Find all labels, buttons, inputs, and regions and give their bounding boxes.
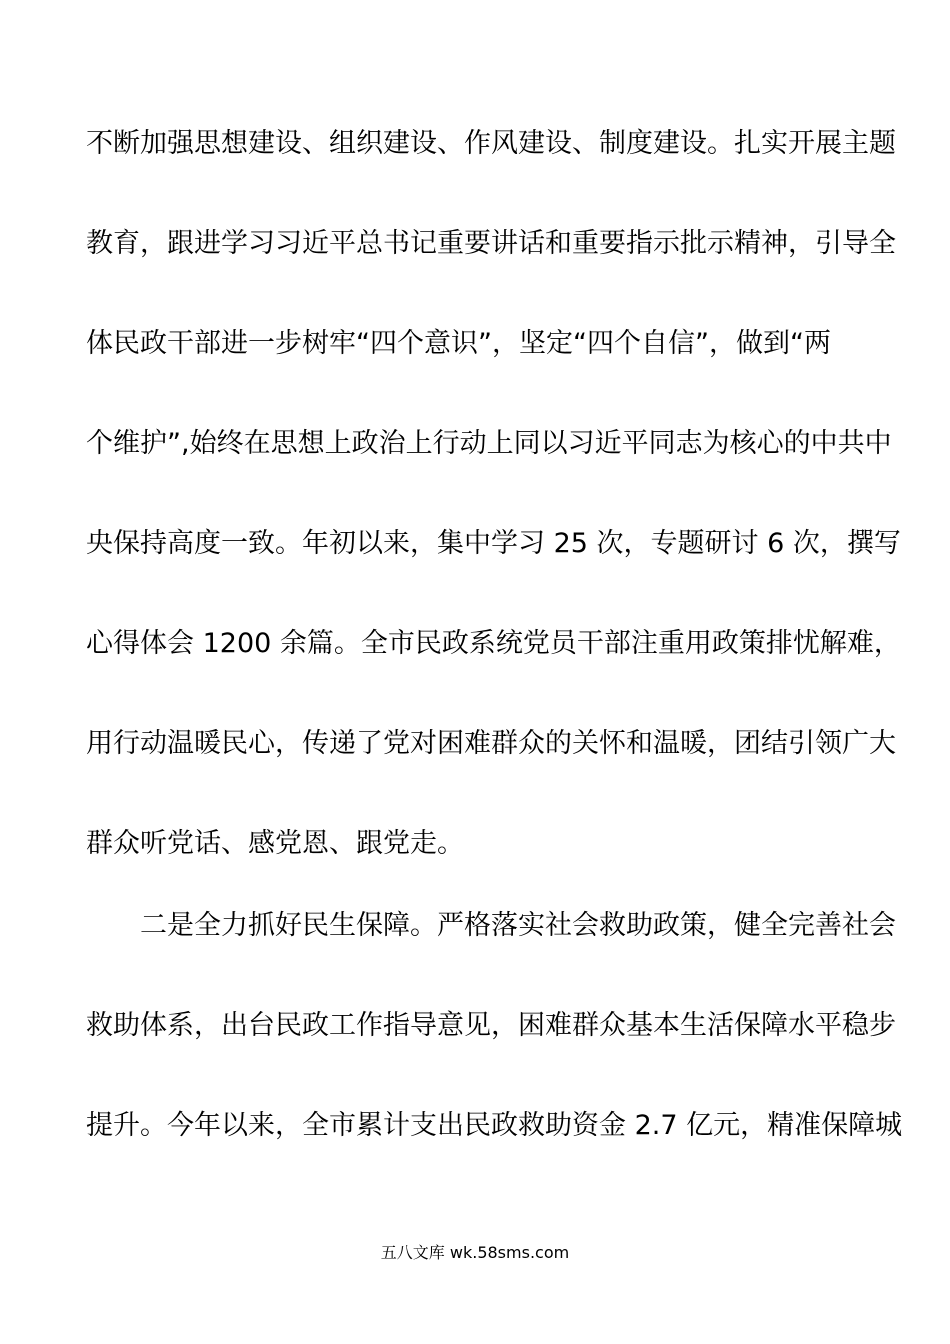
body-text-line: 央保持高度一致。年初以来，集中学习 25 次，专题研讨 6 次，撰写: [86, 528, 901, 559]
body-text-line: 教育，跟进学习习近平总书记重要讲话和重要指示批示精神，引导全: [86, 228, 896, 259]
body-text-line: 心得体会 1200 余篇。全市民政系统党员干部注重用政策排忧解难，: [86, 628, 901, 659]
paragraph-start-line: 二是全力抓好民生保障。严格落实社会救助政策，健全完善社会: [140, 910, 896, 941]
body-text-line: 体民政干部进一步树牢“四个意识”，坚定“四个自信”，做到“两: [86, 328, 831, 359]
body-text-line: 不断加强思想建设、组织建设、作风建设、制度建设。扎实开展主题: [86, 128, 896, 159]
footer-watermark: 五八文库 wk.58sms.com: [380, 1243, 570, 1262]
body-text-line: 个维护”,始终在思想上政治上行动上同以习近平同志为核心的中共中: [86, 428, 892, 459]
body-text-line: 救助体系，出台民政工作指导意见，困难群众基本生活保障水平稳步: [86, 1010, 896, 1041]
body-text-line: 提升。今年以来，全市累计支出民政救助资金 2.7 亿元，精准保障城: [86, 1110, 903, 1141]
body-text-line: 群众听党话、感党恩、跟党走。: [86, 828, 464, 859]
body-text-line: 用行动温暖民心，传递了党对困难群众的关怀和温暖，团结引领广大: [86, 728, 896, 759]
